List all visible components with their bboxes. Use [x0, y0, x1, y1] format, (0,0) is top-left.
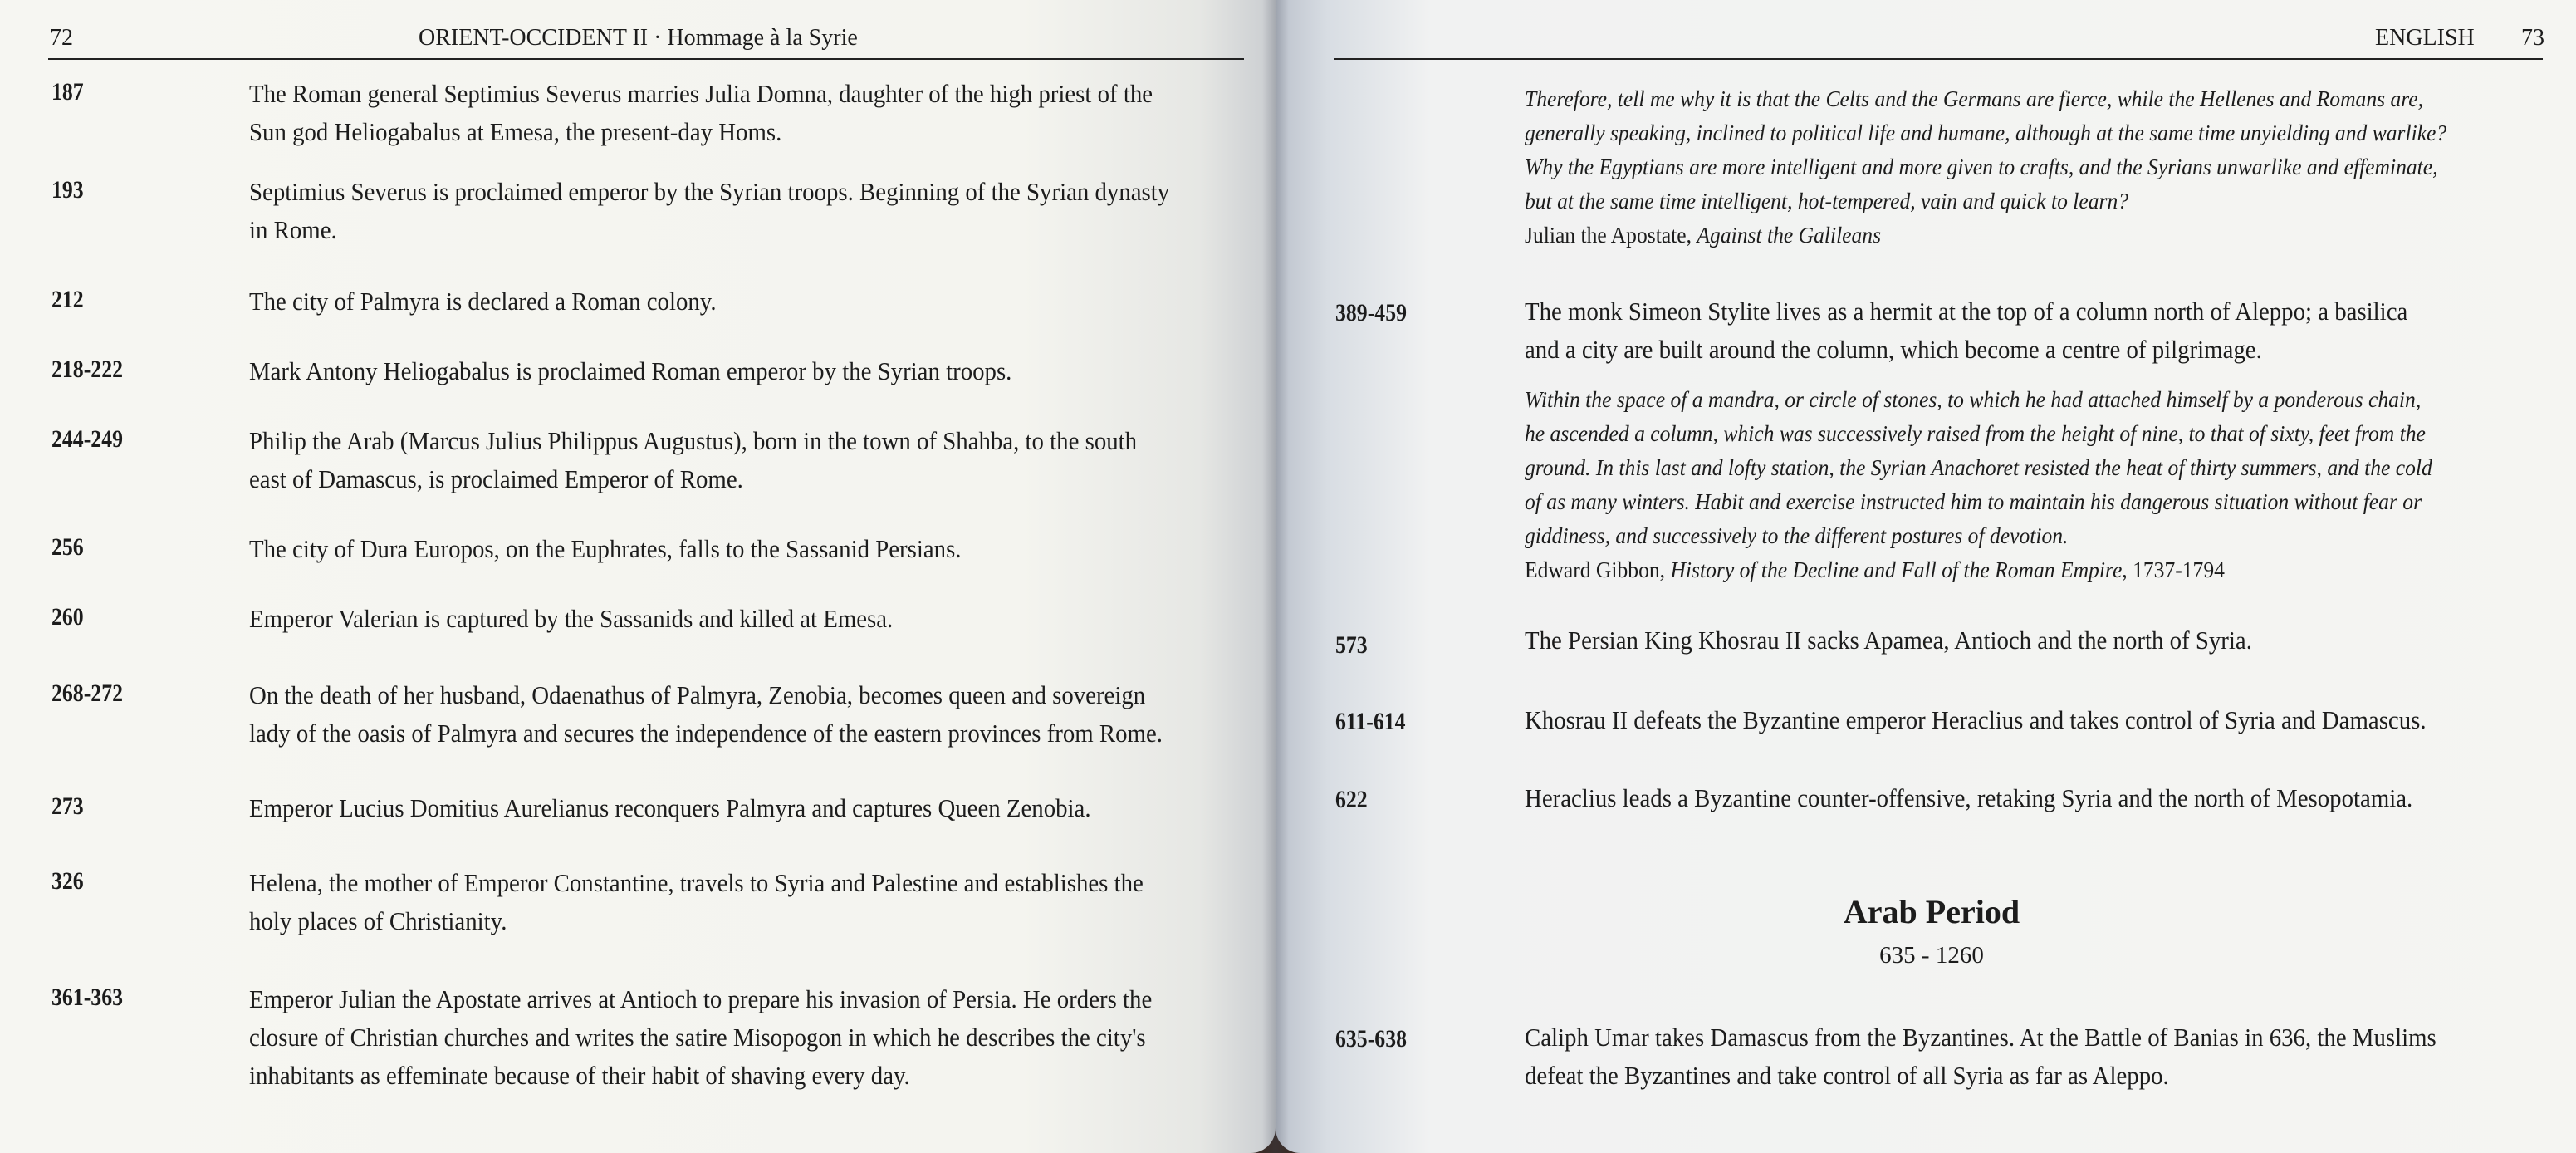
entry-year: 218-222	[51, 356, 123, 383]
entry-text: Philip the Arab (Marcus Julius Philippus Augustus), born in the town of Shahba, to the south east of Damascus, is proclaimed Emperor of Rome.	[249, 426, 1138, 493]
section-date-range: 635 - 1260	[1879, 942, 1984, 969]
entry-year: 273	[51, 792, 84, 820]
entry-year: 326	[51, 867, 84, 895]
entry-text: Emperor Valerian is captured by the Sassanids and killed at Emesa.	[249, 604, 894, 633]
running-head-left: ORIENT-OCCIDENT II · Hommage à la Syrie	[419, 25, 858, 51]
entry-year: 389-459	[1335, 299, 1407, 326]
entry-year: 193	[51, 176, 84, 204]
entry-year: 187	[51, 78, 84, 105]
entry-year: 622	[1335, 786, 1368, 813]
entry-year: 244-249	[51, 425, 123, 453]
entry-text: The monk Simeon Stylite lives as a hermit at the top of a column north of Aleppo; a basilica and a city are built around the column, which become a centre of pilgrimage.	[1525, 297, 2408, 364]
entry-year: 611-614	[1335, 708, 1406, 735]
right-page	[1276, 0, 2576, 1153]
quote-attribution: Julian the Apostate, Against the Galileans	[1525, 222, 1882, 248]
entry-text: Septimius Severus is proclaimed emperor by the Syrian troops. Beginning of the Syrian dynasty in Rome.	[249, 177, 1170, 244]
entry-text: Helena, the mother of Emperor Constantine, travels to Syria and Palestine and establishes the holy places of Christianity.	[249, 868, 1144, 935]
quote-attribution: Edward Gibbon, History of the Decline and Fall of the Roman Empire, 1737-1794	[1525, 557, 2225, 582]
entry-year: 635-638	[1335, 1025, 1407, 1052]
entry-text: The Persian King Khosrau II sacks Apamea, Antioch and the north of Syria.	[1525, 626, 2252, 655]
entry-year: 361-363	[51, 984, 123, 1011]
page-number-right: 73	[2521, 25, 2544, 51]
entry-text: Heraclius leads a Byzantine counter-offensive, retaking Syria and the north of Mesopotamia.	[1525, 783, 2413, 812]
entry-text: On the death of her husband, Odaenathus of Palmyra, Zenobia, becomes queen and sovereign lady of the oasis of Palmyra and secures the independence of the eastern provinces from Rome.	[249, 680, 1163, 748]
entry-text: Emperor Lucius Domitius Aurelianus reconquers Palmyra and captures Queen Zenobia.	[249, 793, 1091, 822]
entry-text: Caliph Umar takes Damascus from the Byzantines. At the Battle of Banias in 636, the Muslims defeat the Byzantines and take control of all Syria as far as Aleppo.	[1525, 1023, 2436, 1090]
entry-text: Emperor Julian the Apostate arrives at Antioch to prepare his invasion of Persia. He orders the closure of Christian churches and writes the satire Misopogon in which he describes the city's inhabitants as effeminate because of their habit of shaving every day.	[249, 984, 1153, 1090]
running-head-right: ENGLISH	[2375, 25, 2475, 51]
header-rule-left	[48, 58, 1244, 60]
entry-text: The city of Palmyra is declared a Roman colony.	[249, 287, 717, 316]
page-number-left: 72	[50, 25, 73, 51]
entry-year: 268-272	[51, 680, 123, 707]
header-rule-right	[1334, 58, 2543, 60]
left-page	[0, 0, 1276, 1153]
entry-text: Mark Antony Heliogabalus is proclaimed Roman emperor by the Syrian troops.	[249, 356, 1012, 385]
entry-text: Khosrau II defeats the Byzantine emperor Heraclius and takes control of Syria and Damascus.	[1525, 705, 2427, 734]
entry-year: 573	[1335, 631, 1368, 659]
entry-year: 260	[51, 603, 84, 630]
julian-quote: Therefore, tell me why it is that the Celts and the Germans are fierce, while the Hellenes and Romans are, generally speaking, inclined to political life and humane, although at the same time unyielding and warlike? Why the Egyptians are more intelligent and more given to crafts, and the Syrians unwarlike and effeminate, but at the same time intelligent, hot-tempered, vain and quick to learn? Julian the Apostate, Against the Galileans	[1525, 81, 2446, 252]
entry-year: 212	[51, 286, 84, 313]
book-spine	[1262, 0, 1289, 1153]
entry-text: The city of Dura Europos, on the Euphrates, falls to the Sassanid Persians.	[249, 534, 962, 563]
section-title: Arab Period	[1843, 893, 2020, 930]
entry-text: The Roman general Septimius Severus marries Julia Domna, daughter of the high priest of the Sun god Heliogabalus at Emesa, the present-day Homs.	[249, 79, 1153, 146]
entry-year: 256	[51, 533, 84, 561]
gibbon-quote: Within the space of a mandra, or circle of stones, to which he had attached himself by a ponderous chain, he ascended a column, which was successively raised from the height of nine, to that of sixty, feet from the ground. In this last and lofty station, the Syrian Anachoret resisted the heat of thirty summers, and the cold of as many winters. Habit and exercise instructed him to maintain his dangerous situation without fear or giddiness, and successively to the different postures of devotion. Edward Gibbon, History of the Decline and Fall of the Roman Empire, 1737-1794	[1525, 382, 2432, 586]
